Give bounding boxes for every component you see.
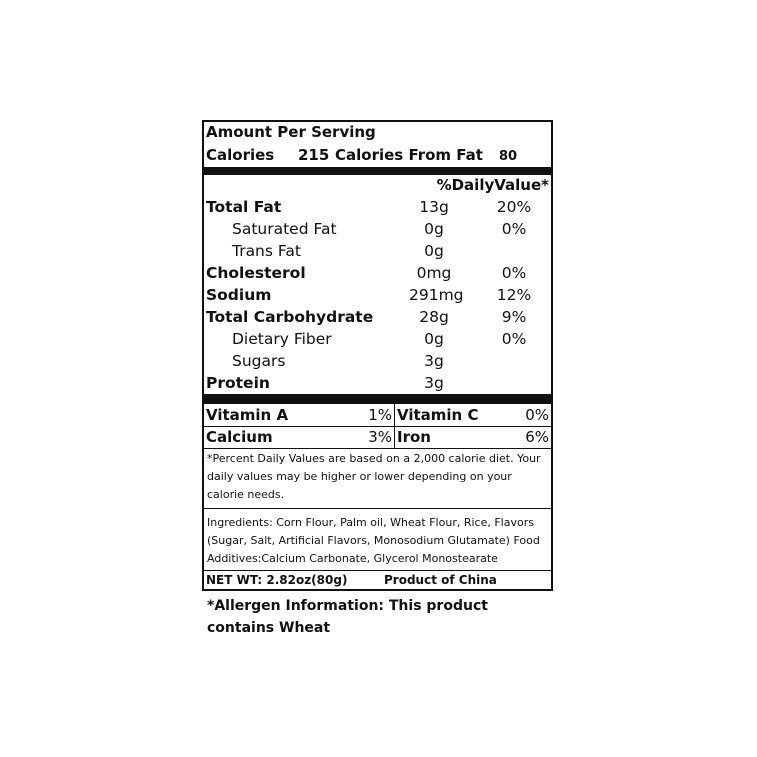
- nutrient-daily-value: 9%: [501, 308, 527, 326]
- vitamin-name: Iron: [397, 428, 431, 446]
- daily-value-header: %DailyValue*: [436, 176, 549, 194]
- ingredients-text: Ingredients: Corn Flour, Palm oil, Wheat Flour, Rice, Flavors (Sugar, Salt, Artificial Flavors, Monosodium Glutamate) Food Additives:Calcium Carbonate, Glycerol Monostearate: [207, 516, 540, 565]
- divider: [204, 570, 551, 571]
- vitamin-percent: 6%: [525, 428, 549, 446]
- divider: [204, 426, 551, 427]
- nutrient-row-trans-fat: [204, 240, 551, 262]
- nutrient-name: Protein: [206, 374, 270, 392]
- thick-divider: [204, 394, 551, 404]
- nutrient-amount: 3g: [424, 374, 444, 392]
- nutrient-name: Dietary Fiber: [232, 330, 332, 348]
- nutrient-row-saturated-fat: [204, 218, 551, 240]
- nutrition-facts-label: [202, 120, 553, 591]
- calcium-cell: [204, 426, 394, 448]
- net-weight: NET WT: 2.82oz(80g): [206, 573, 348, 587]
- nutrient-row-total-fat: [204, 196, 551, 218]
- divider: [204, 448, 551, 449]
- product-origin: Product of China: [384, 573, 497, 587]
- calories-from-fat-value: 80: [499, 149, 518, 164]
- nutrient-row-dietary-fiber: [204, 328, 551, 350]
- nutrient-name: Sugars: [232, 352, 286, 370]
- nutrient-daily-value: 0%: [501, 264, 527, 282]
- nutrient-amount: 0g: [424, 330, 444, 348]
- calories-value: 215: [298, 146, 330, 164]
- iron-cell: [395, 426, 551, 448]
- vitamin-name: Vitamin C: [397, 406, 479, 424]
- calories-row: [206, 146, 546, 168]
- nutrient-amount: 13g: [419, 198, 449, 216]
- amount-per-serving-heading: Amount Per Serving: [206, 123, 376, 141]
- nutrient-name: Total Carbohydrate: [206, 308, 374, 326]
- nutrient-amount: 28g: [419, 308, 449, 326]
- vitamin-percent: 0%: [525, 406, 549, 424]
- nutrient-daily-value: 12%: [496, 286, 532, 304]
- vitamin-percent: 3%: [368, 428, 392, 446]
- divider: [394, 404, 395, 448]
- nutrient-row-sodium: [204, 284, 551, 306]
- nutrient-amount: 291mg: [409, 286, 464, 304]
- nutrient-row-total-carbohydrate: [204, 306, 551, 328]
- nutrient-row-protein: [204, 372, 551, 394]
- vitamin-a-cell: [204, 404, 394, 426]
- nutrient-name: Total Fat: [206, 198, 282, 216]
- calories-label: Calories: [206, 146, 275, 164]
- vitamin-mineral-grid: [204, 404, 551, 448]
- nutrient-amount: 3g: [424, 352, 444, 370]
- nutrient-name: Trans Fat: [232, 242, 301, 260]
- nutrient-daily-value: 20%: [496, 198, 532, 216]
- calories-from-fat-label: Calories From Fat: [335, 146, 483, 164]
- vitamin-percent: 1%: [368, 406, 392, 424]
- nutrient-name: Saturated Fat: [232, 220, 337, 238]
- nutrient-amount: 0g: [424, 220, 444, 238]
- nutrient-amount: 0g: [424, 242, 444, 260]
- vitamin-c-cell: [395, 404, 551, 426]
- vitamin-name: Vitamin A: [206, 406, 289, 424]
- nutrient-name: Sodium: [206, 286, 272, 304]
- nutrient-name: Cholesterol: [206, 264, 306, 282]
- vitamin-name: Calcium: [206, 428, 273, 446]
- nutrient-row-cholesterol: [204, 262, 551, 284]
- nutrient-daily-value: 0%: [501, 330, 527, 348]
- thick-divider: [204, 167, 551, 175]
- nutrient-row-sugars: [204, 350, 551, 372]
- daily-value-footnote: *Percent Daily Values are based on a 2,000 calorie diet. Your daily values may be higher or lower depending on your calorie needs.: [207, 452, 541, 501]
- nutrient-amount: 0mg: [416, 264, 452, 282]
- allergen-information: *Allergen Information: This product contains Wheat: [207, 598, 488, 636]
- divider: [204, 508, 551, 509]
- nutrient-daily-value: 0%: [501, 220, 527, 238]
